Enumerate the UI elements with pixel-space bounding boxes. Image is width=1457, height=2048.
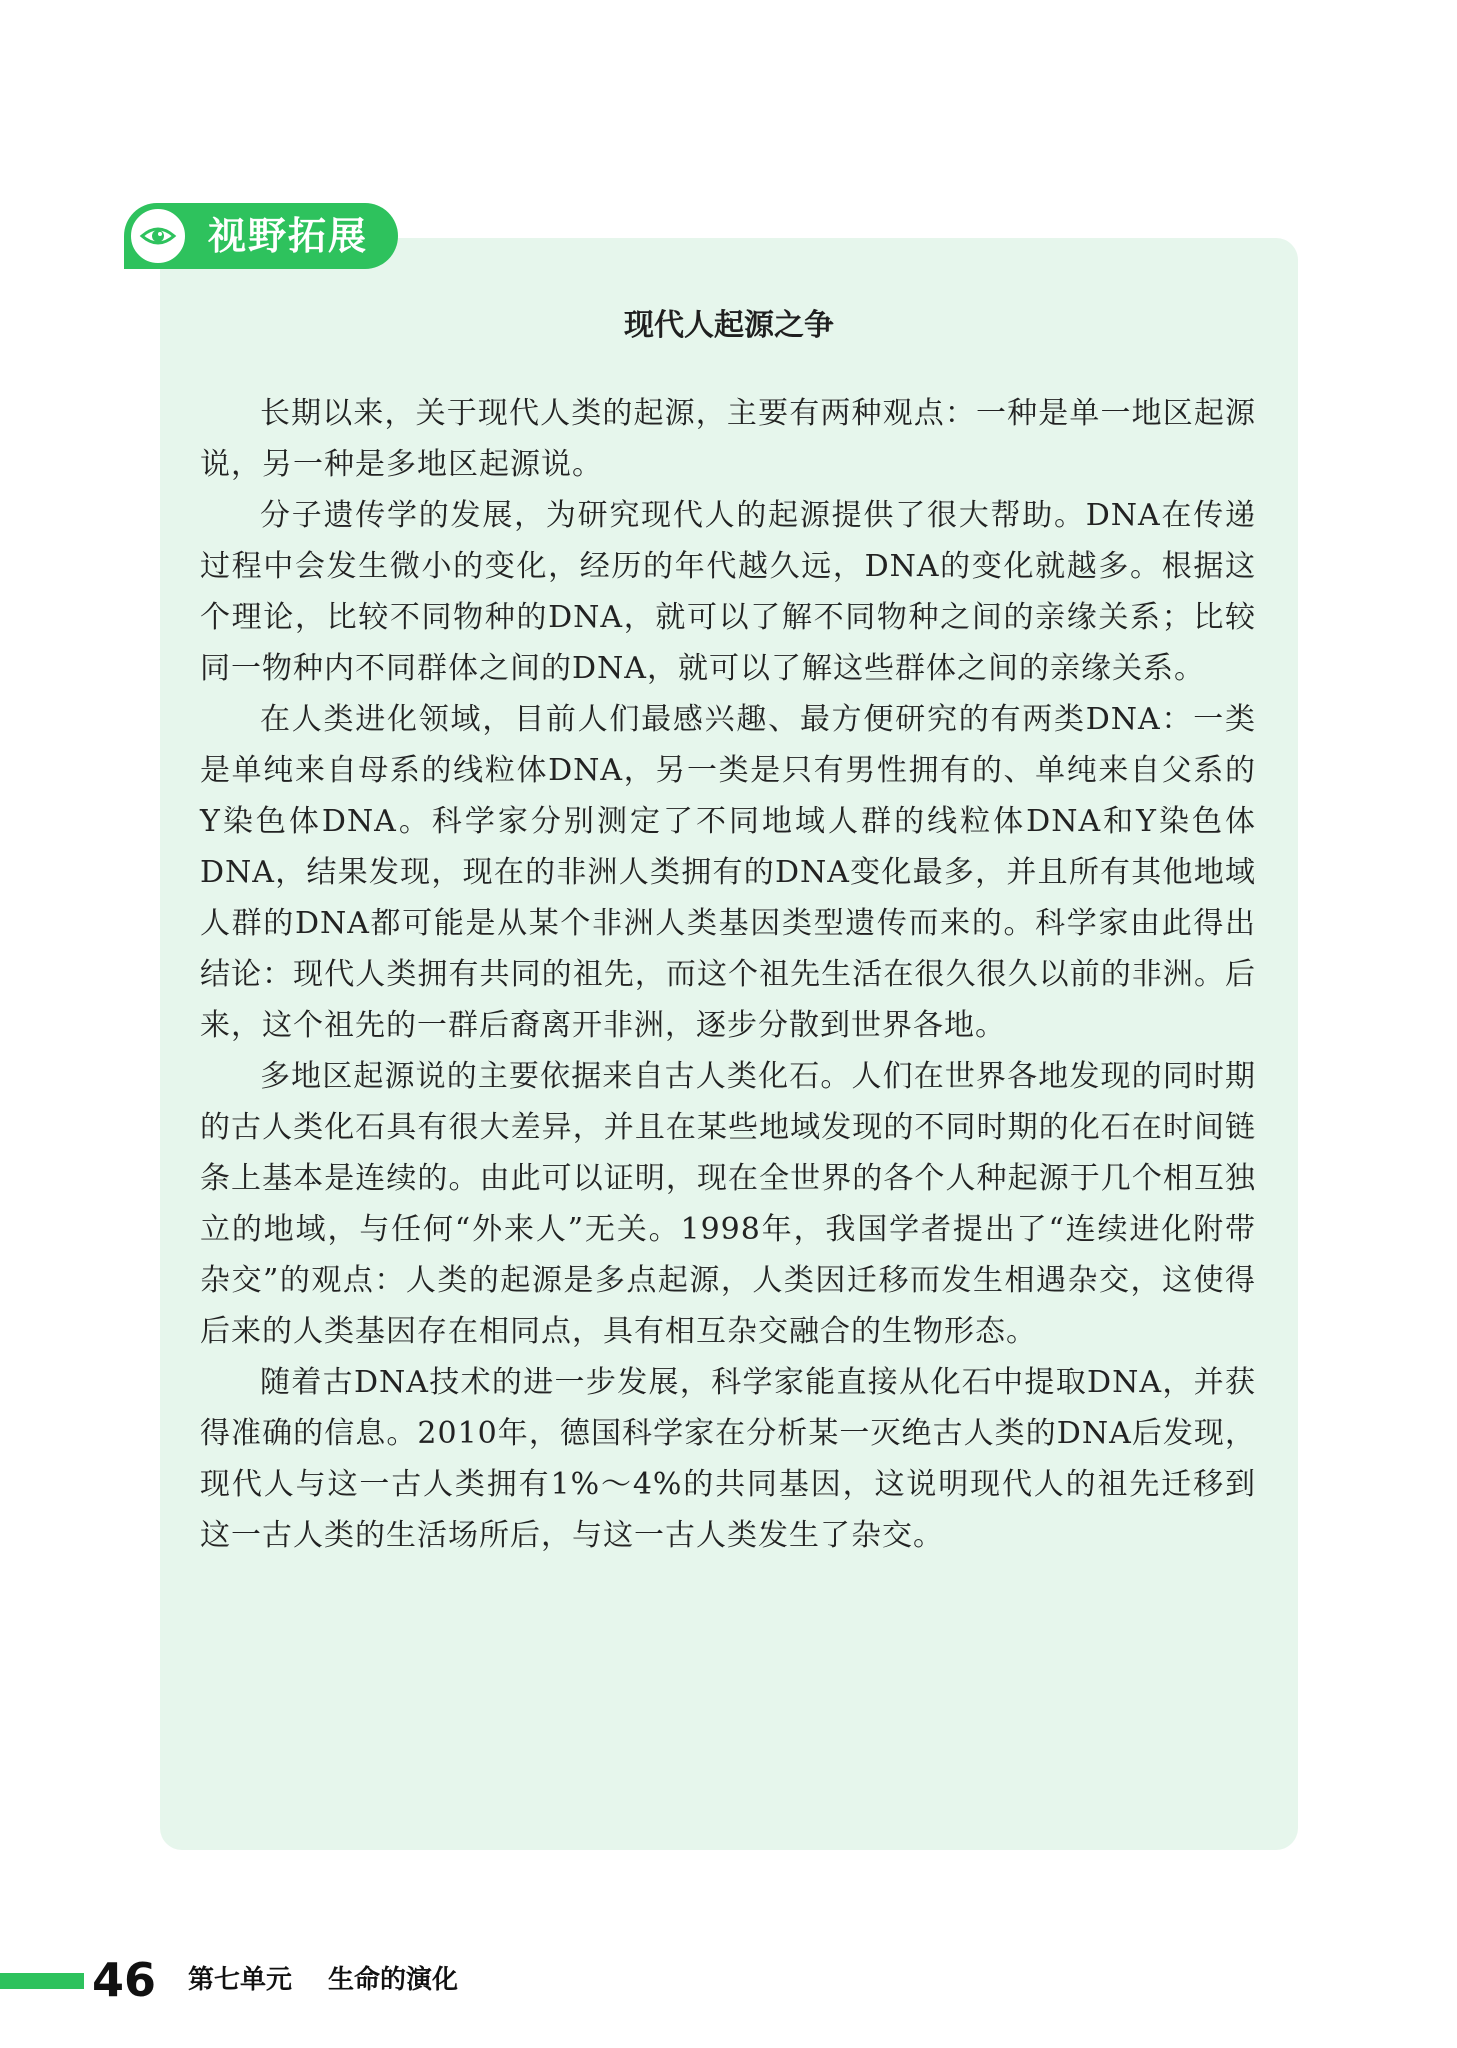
page-number: 46 xyxy=(92,1953,157,2007)
paragraph: 随着古DNA技术的进一步发展，科学家能直接从化石中提取DNA，并获得准确的信息。2010年，德国科学家在分析某一灭绝古人类的DNA后发现，现代人与这一古人类拥有1%～4%的共同基因，这说明现代人的祖先迁移到这一古人类的生活场所后，与这一古人类发生了杂交。 xyxy=(200,1365,1256,1553)
eye-icon xyxy=(128,206,188,266)
article-body xyxy=(200,388,1256,1561)
paragraph: 长期以来，关于现代人类的起源，主要有两种观点：一种是单一地区起源说，另一种是多地区起源说。 xyxy=(200,396,1256,482)
paragraph: 多地区起源说的主要依据来自古人类化石。人们在世界各地发现的同时期的古人类化石具有很大差异，并且在某些地域发现的不同时期的化石在时间链条上基本是连续的。由此可以证明，现在全世界的各个人种起源于几个相互独立的地域，与任何“外来人”无关。1998年，我国学者提出了“连续进化附带杂交”的观点：人类的起源是多点起源，人类因迁移而发生相遇杂交，这使得后来的人类基因存在相同点，具有相互杂交融合的生物形态。 xyxy=(200,1059,1256,1349)
section-badge xyxy=(124,203,398,269)
footer-accent-bar xyxy=(0,1973,84,1989)
paragraph: 在人类进化领域，目前人们最感兴趣、最方便研究的有两类DNA：一类是单纯来自母系的线粒体DNA，另一类是只有男性拥有的、单纯来自父系的Y染色体DNA。科学家分别测定了不同地域人群的线粒体DNA和Y染色体DNA，结果发现，现在的非洲人类拥有的DNA变化最多，并且所有其他地域人群的DNA都可能是从某个非洲人类基因类型遗传而来的。科学家由此得出结论：现代人类拥有共同的祖先，而这个祖先生活在很久很久以前的非洲。后来，这个祖先的一群后裔离开非洲，逐步分散到世界各地。 xyxy=(200,702,1256,1043)
paragraph: 分子遗传学的发展，为研究现代人的起源提供了很大帮助。DNA在传递过程中会发生微小的变化，经历的年代越久远，DNA的变化就越多。根据这个理论，比较不同物种的DNA，就可以了解不同物种之间的亲缘关系；比较同一物种内不同群体之间的DNA，就可以了解这些群体之间的亲缘关系。 xyxy=(200,498,1256,686)
article-title: 现代人起源之争 xyxy=(624,308,834,343)
section-badge-label: 视野拓展 xyxy=(208,214,369,258)
unit-label: 第七单元 xyxy=(188,1965,293,1995)
chapter-label: 生命的演化 xyxy=(328,1965,459,1995)
